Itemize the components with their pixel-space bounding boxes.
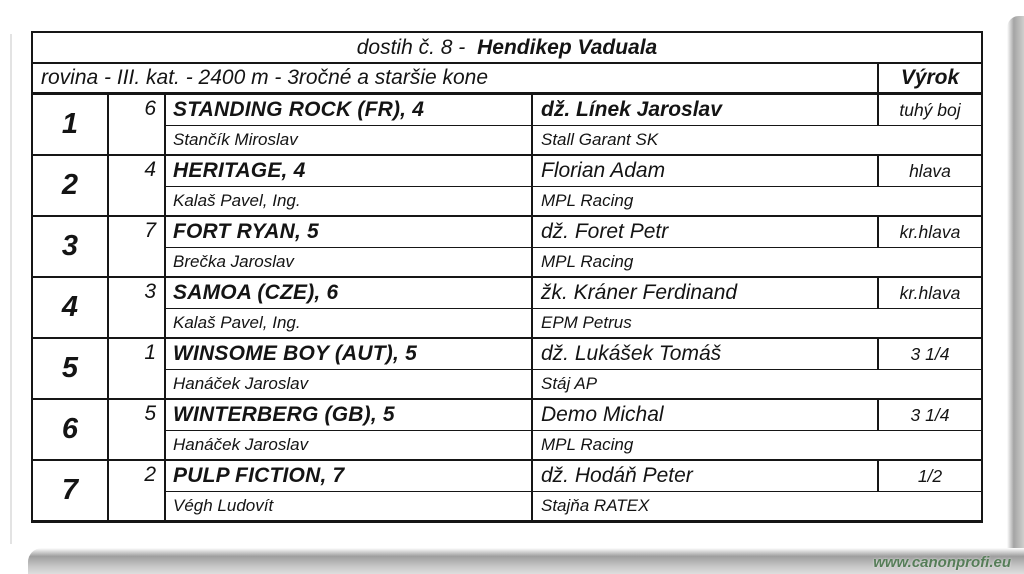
finish-position: 3 [33, 217, 109, 276]
page-left-edge [10, 34, 12, 544]
trainer-name: Stančík Miroslav [166, 126, 533, 154]
result-row [33, 217, 981, 278]
horse-name: WINTERBERG (GB), 5 [166, 400, 533, 431]
result-row [33, 400, 981, 461]
verdict-value: kr.hlava [879, 278, 981, 309]
trainer-name: Kalaš Pavel, Ing. [166, 309, 533, 337]
race-name: Hendikep Vaduala [477, 35, 658, 59]
horse-number: 7 [109, 217, 166, 276]
finish-position: 1 [33, 95, 109, 154]
page-shadow-right [1007, 16, 1024, 552]
trainer-name: Hanáček Jaroslav [166, 431, 533, 459]
race-title-row [33, 33, 981, 64]
verdict-column-header: Výrok [877, 64, 981, 92]
race-conditions-row [33, 64, 981, 95]
trainer-name: Hanáček Jaroslav [166, 370, 533, 398]
race-results-table [31, 31, 983, 523]
stable-name: MPL Racing [541, 252, 634, 271]
horse-name: WINSOME BOY (AUT), 5 [166, 339, 533, 370]
horse-number: 6 [109, 95, 166, 154]
watermark-text: www.canonprofi.eu [873, 554, 1011, 571]
verdict-value: tuhý boj [879, 95, 981, 126]
finish-position: 4 [33, 278, 109, 337]
trainer-name: Kalaš Pavel, Ing. [166, 187, 533, 215]
finish-position: 5 [33, 339, 109, 398]
horse-name: SAMOA (CZE), 6 [166, 278, 533, 309]
results-rows [33, 95, 981, 520]
verdict-value: kr.hlava [879, 217, 981, 248]
horse-number: 5 [109, 400, 166, 459]
trainer-name: Brečka Jaroslav [166, 248, 533, 276]
finish-position: 6 [33, 400, 109, 459]
jockey-name: dž. Hodáň Peter [533, 461, 879, 492]
jockey-name: dž. Lukášek Tomáš [533, 339, 879, 370]
verdict-value: 3 1/4 [879, 400, 981, 431]
stable-name: Stajňa RATEX [541, 496, 650, 515]
finish-position: 7 [33, 461, 109, 520]
result-row [33, 95, 981, 156]
horse-number: 4 [109, 156, 166, 215]
race-number-label: dostih č. 8 - [356, 35, 472, 59]
horse-name: STANDING ROCK (FR), 4 [166, 95, 533, 126]
result-row [33, 278, 981, 339]
jockey-name: dž. Foret Petr [533, 217, 879, 248]
stable-name: MPL Racing [541, 435, 634, 454]
result-row [33, 461, 981, 520]
verdict-value: 3 1/4 [879, 339, 981, 370]
stable-name: Stall Garant SK [541, 130, 659, 149]
verdict-value: hlava [879, 156, 981, 187]
finish-position: 2 [33, 156, 109, 215]
horse-number: 2 [109, 461, 166, 520]
jockey-name: Florian Adam [533, 156, 879, 187]
jockey-name: žk. Kráner Ferdinand [533, 278, 879, 309]
stable-name: EPM Petrus [541, 313, 632, 332]
stable-name: MPL Racing [541, 191, 634, 210]
jockey-name: Demo Michal [533, 400, 879, 431]
stable-name: Stáj AP [541, 374, 598, 393]
horse-number: 3 [109, 278, 166, 337]
result-row [33, 339, 981, 400]
trainer-name: Végh Ludovít [166, 492, 533, 520]
horse-name: FORT RYAN, 5 [166, 217, 533, 248]
horse-name: HERITAGE, 4 [166, 156, 533, 187]
horse-number: 1 [109, 339, 166, 398]
result-row [33, 156, 981, 217]
horse-name: PULP FICTION, 7 [166, 461, 533, 492]
race-conditions: rovina - III. kat. - 2400 m - 3ročné a staršie kone [41, 66, 489, 89]
verdict-value: 1/2 [879, 461, 981, 492]
jockey-name: dž. Línek Jaroslav [533, 95, 879, 126]
